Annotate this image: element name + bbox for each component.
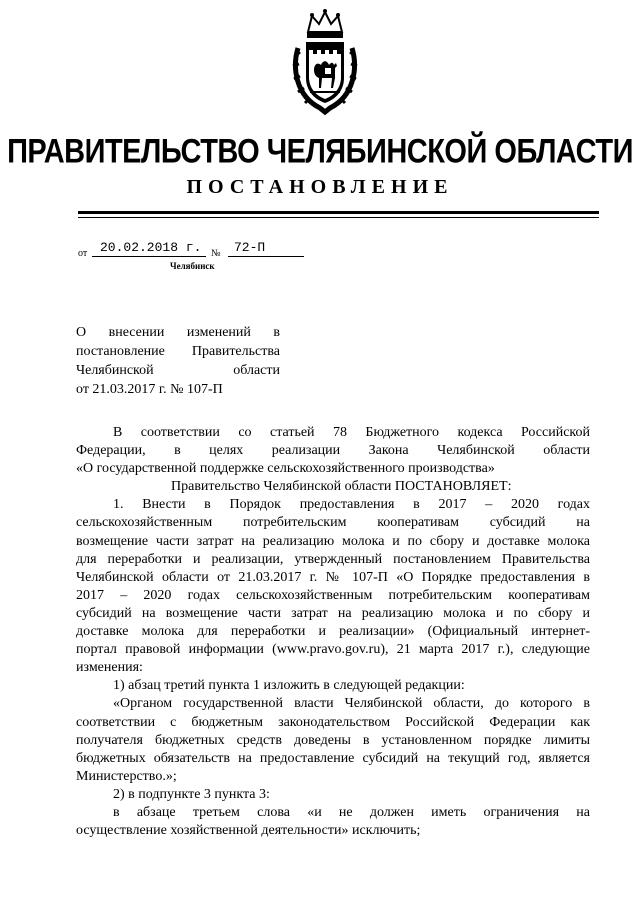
document-body: [76, 424, 590, 840]
preamble-line: «О государственной поддержке сельскохозяйственного производства»: [76, 461, 495, 477]
subject-line: Челябинской области: [76, 363, 280, 378]
item1-line: изменения:: [76, 660, 143, 676]
document-type: ПОСТАНОВЛЕНИЕ: [186, 176, 454, 198]
subject-line: О внесении изменений в: [76, 325, 280, 340]
item1-line: 2017 – 2020 годах сельскохозяйственным потребительским кооперативам: [76, 587, 590, 603]
document-date: 20.02.2018 г.: [100, 240, 202, 255]
resolves-line: Правительство Челябинской области ПОСТАНОВЛЯЕТ:: [171, 479, 512, 495]
subitem1-line: 1) абзац третий пункта 1 изложить в следующей редакции:: [113, 678, 465, 694]
document-number: 72-П: [234, 240, 266, 255]
number-prefix: №: [211, 248, 221, 259]
quote-line: получателя бюджетных средств доведены в установленном порядке лимиты: [76, 732, 590, 748]
subitem2-line: 2) в подпункте 3 пункта 3:: [113, 786, 270, 802]
number-underline: [228, 256, 304, 257]
item1-line: возмещение части затрат на реализацию молока и по сбору и доставке молока: [76, 533, 590, 549]
item1-line: сельскохозяйственным потребительским кооперативам субсидий на: [76, 515, 590, 531]
subitem2-text-line: осуществление хозяйственной деятельности» исключить;: [76, 823, 421, 839]
registration-row: [78, 238, 378, 262]
preamble-line: Федерации, в целях реализации Закона Челябинской области: [76, 443, 590, 459]
date-prefix: от: [78, 248, 88, 259]
item1-line: портал правовой информации (www.pravo.gov.ru), 21 марта 2017 г.), следующие: [76, 642, 590, 658]
city-label: Челябинск: [170, 261, 215, 271]
coat-of-arms-icon: [290, 8, 360, 116]
item1-line: Челябинской области от 21.03.2017 г. № 107-П «О Порядке предоставления в: [76, 569, 590, 585]
item1-line: для переработки и реализации, утвержденный постановлением Правительства: [76, 551, 590, 567]
header-rule-thick: [78, 211, 599, 214]
government-title: ПРАВИТЕЛЬСТВО ЧЕЛЯБИНСКОЙ ОБЛАСТИ: [7, 133, 633, 171]
document-subject: [76, 323, 280, 399]
subject-line: от 21.03.2017 г. № 107-П: [76, 382, 223, 397]
quote-line: бюджетных обязательств на предоставление субсидий на текущий год, является: [76, 750, 590, 766]
item1-line: субсидий на возмещение части затрат на реализацию молока и по сбору и: [76, 605, 590, 621]
date-underline: [92, 256, 206, 257]
item1-line: доставке молока для переработки и реализации» (Официальный интернет-: [76, 624, 590, 640]
header-rule-thin: [78, 217, 599, 218]
quote-line: Министерство.»;: [76, 768, 177, 784]
quote-line: «Органом государственной власти Челябинской области, до которого в: [113, 696, 590, 712]
quote-line: соответствии с бюджетным законодательством Российской Федерации как: [76, 714, 590, 730]
preamble-line: В соответствии со статьей 78 Бюджетного кодекса Российской: [113, 425, 590, 440]
item1-line: 1. Внести в Порядок предоставления в 2017 – 2020 годах: [113, 497, 590, 513]
subitem2-text-line: в абзаце третьем слова «и не должен иметь ограничения на: [113, 804, 590, 820]
subject-line: постановление Правительства: [76, 344, 280, 359]
